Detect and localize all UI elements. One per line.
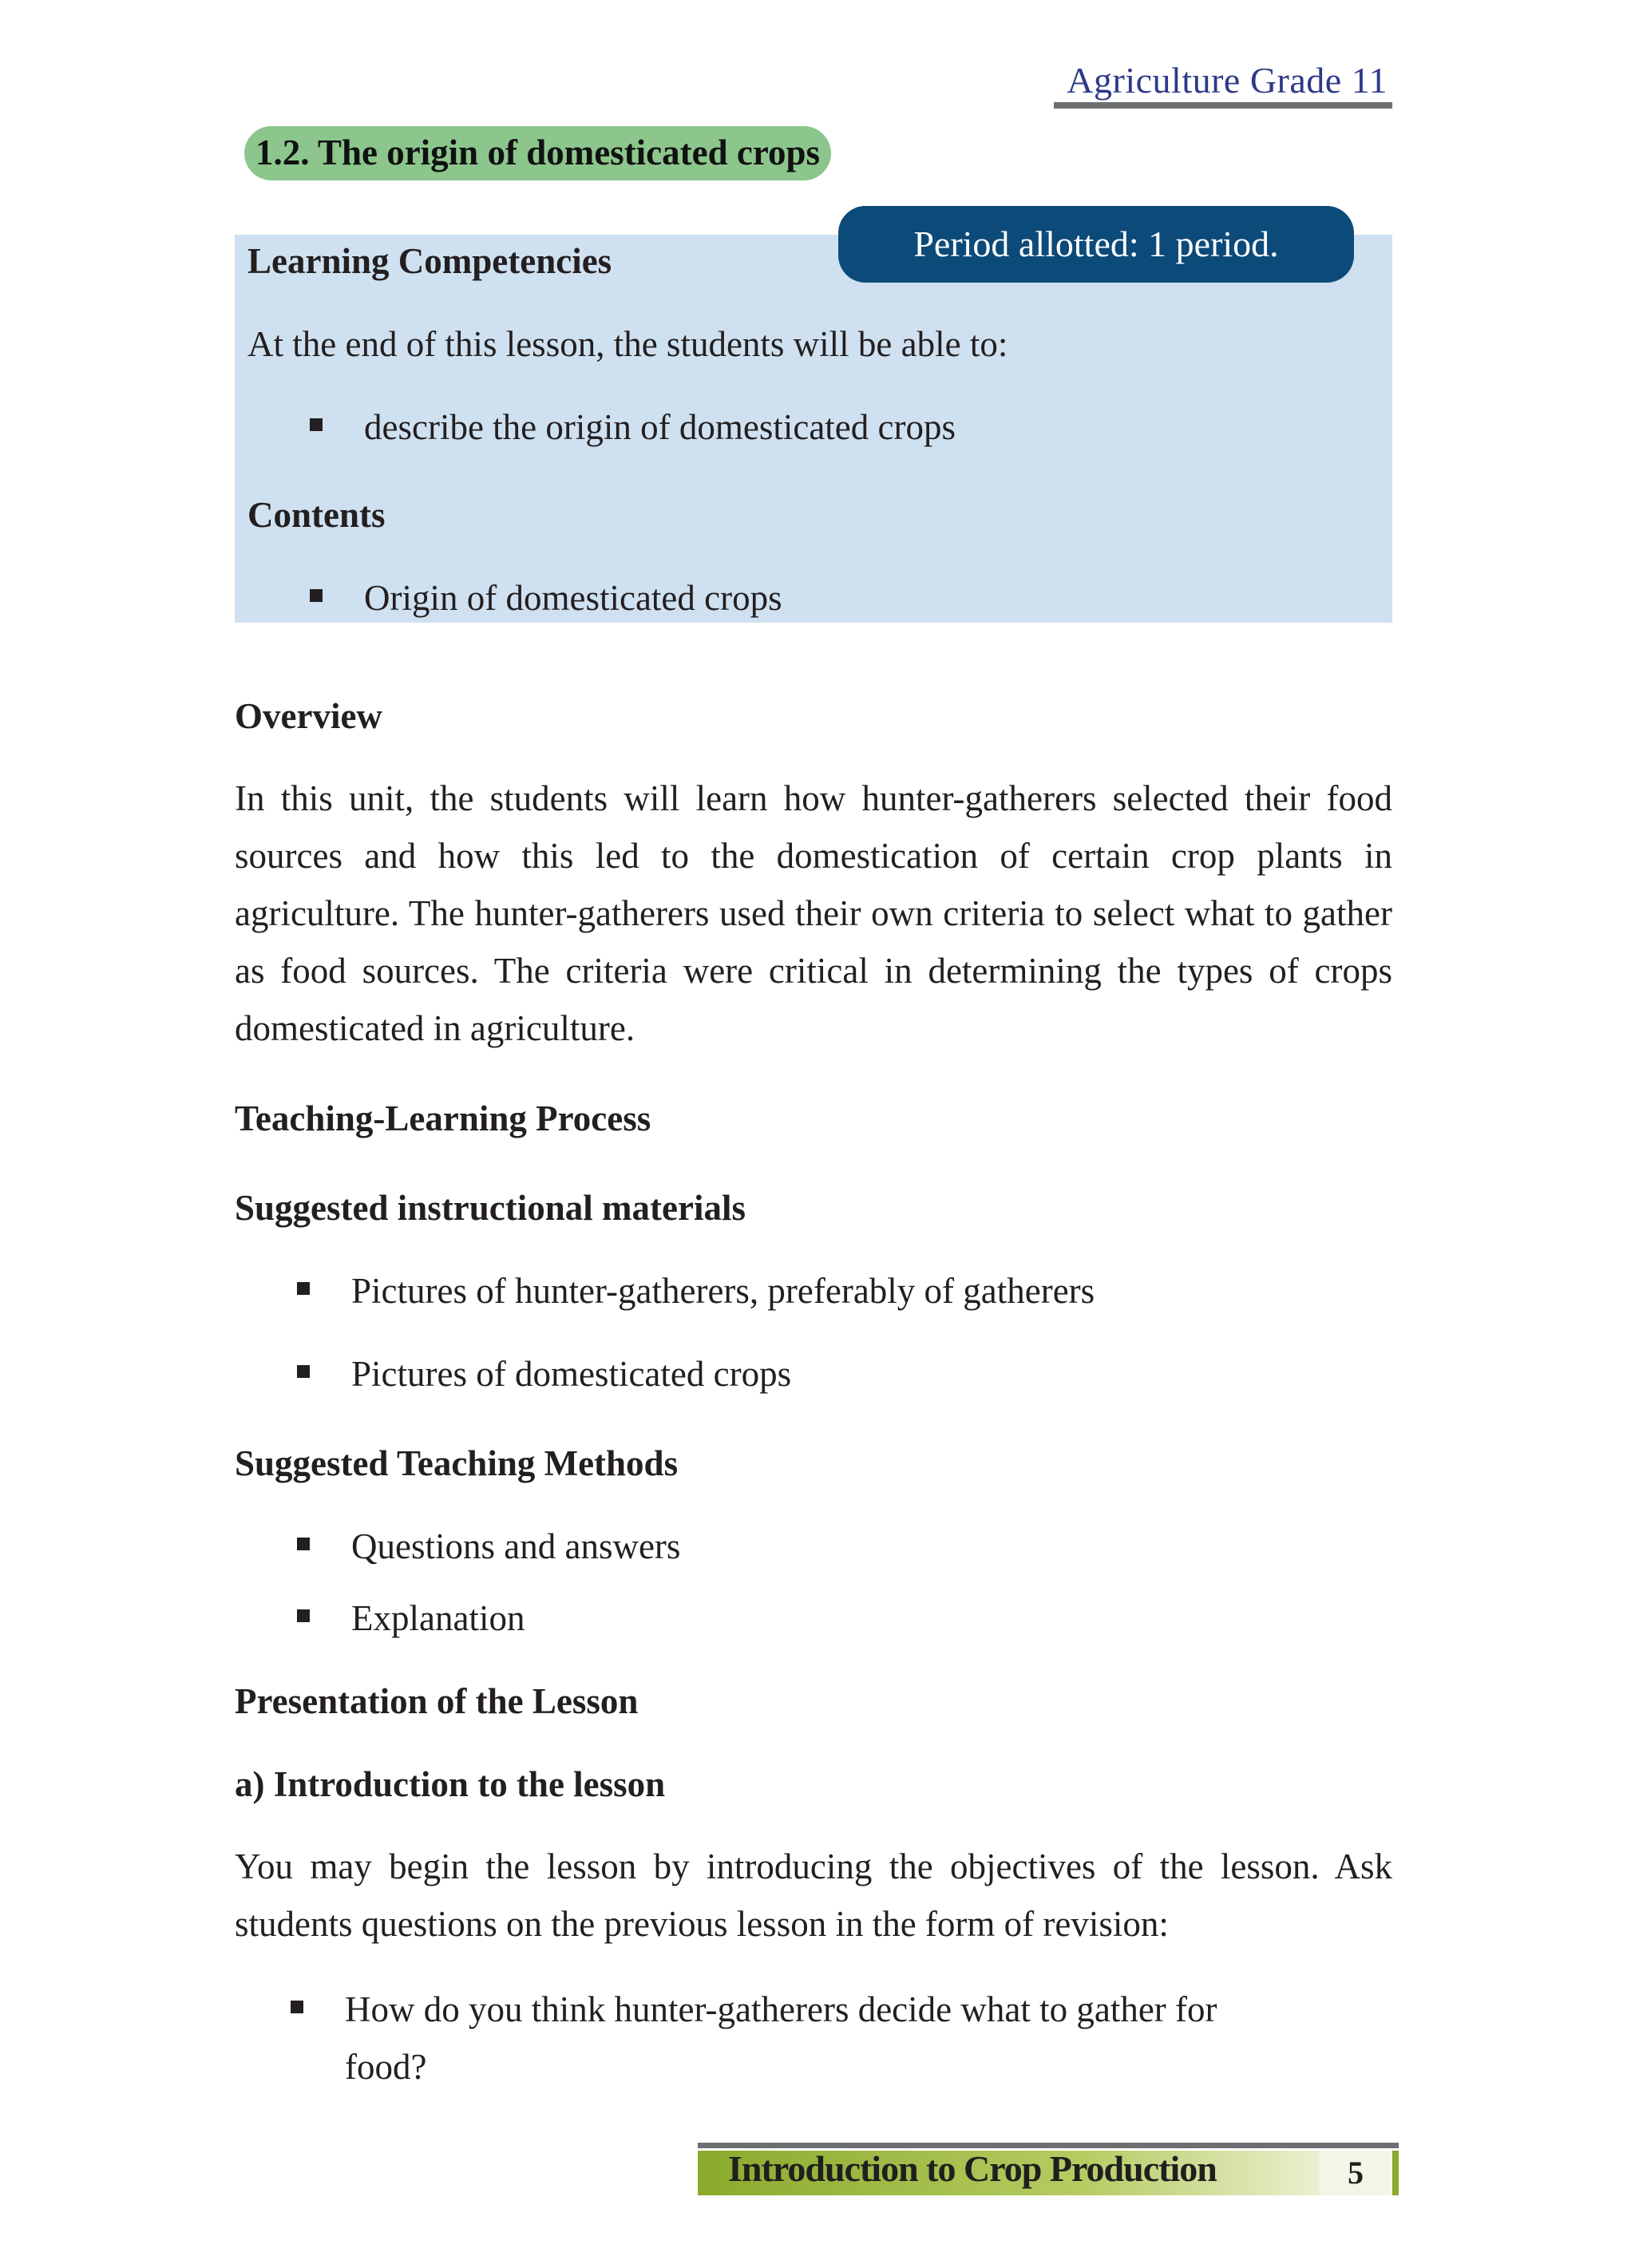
presentation-heading: Presentation of the Lesson (235, 1681, 639, 1721)
bullet-square-icon (291, 2001, 303, 2013)
footer-chapter-title: Introduction to Crop Production (728, 2148, 1217, 2189)
period-allotted-badge: Period allotted: 1 period. (838, 206, 1354, 283)
contents-heading: Contents (247, 495, 386, 535)
header-rule (1054, 102, 1392, 109)
bullet-square-icon (297, 1365, 310, 1378)
introduction-paragraph: You may begin the lesson by introducing the objectives of the lesson. Ask students questions on the previous lesson in the form of revision: (235, 1846, 1392, 1944)
running-header: Agriculture Grade 11 (1067, 60, 1388, 101)
introduction-heading: a) Introduction to the lesson (235, 1764, 666, 1804)
overview-paragraph: In this unit, the students will learn how hunter-gatherers selected their food sources and how this led to the domestication of certain crop plants in agriculture. The hunter-gatherers used their own criteria to select what to gather as food sources. The criteria were critical in determining the types of crops domesticated in agriculture. (235, 778, 1392, 1048)
materials-heading: Suggested instructional materials (235, 1188, 746, 1228)
page-number: 5 (1348, 2155, 1364, 2191)
methods-heading: Suggested Teaching Methods (235, 1443, 679, 1483)
competencies-heading: Learning Competencies (247, 241, 612, 281)
bullet-square-icon (297, 1538, 310, 1550)
footer-edge (1392, 2151, 1399, 2195)
competencies-intro: At the end of this lesson, the students will be able to: (247, 324, 1008, 364)
teaching-process-heading: Teaching-Learning Process (235, 1098, 651, 1138)
bullet-square-icon (297, 1282, 310, 1295)
question-item-continuation: food? (345, 2047, 427, 2087)
overview-heading: Overview (235, 696, 382, 736)
bullet-square-icon (310, 589, 323, 602)
bullet-square-icon (297, 1609, 310, 1622)
section-title: 1.2. The origin of domesticated crops (244, 126, 831, 180)
bullet-square-icon (310, 418, 323, 431)
